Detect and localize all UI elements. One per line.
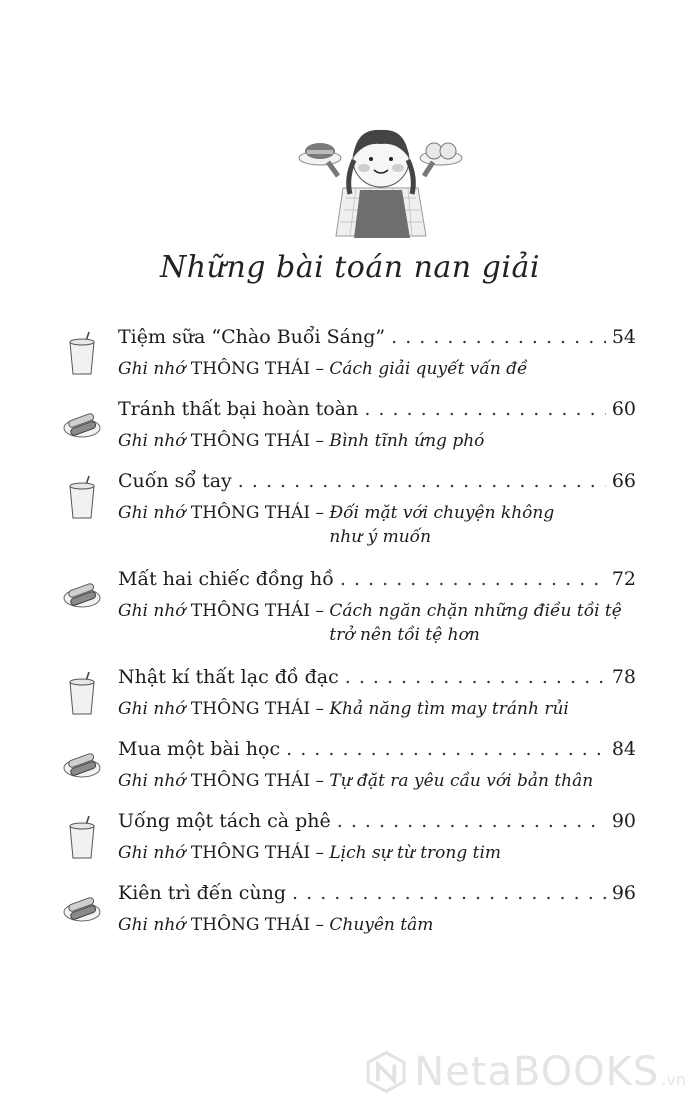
chapter-title: Uống một tách cà phê xyxy=(118,810,331,832)
note-dash: – xyxy=(315,431,324,451)
chapter-note xyxy=(118,429,638,453)
note-prefix: Ghi nhớ xyxy=(118,601,186,621)
page-number: 54 xyxy=(611,326,636,348)
note-brand: THÔNG THÁI xyxy=(190,359,311,379)
toc-entry-line xyxy=(118,470,636,492)
note-prefix: Ghi nhớ xyxy=(118,503,186,523)
note-lesson: Khả năng tìm may tránh rủi xyxy=(329,699,569,719)
note-dash: – xyxy=(315,915,324,935)
chapter-note xyxy=(118,501,638,549)
dot-leader xyxy=(337,810,606,832)
toc-entry-line xyxy=(118,738,636,760)
page-number: 96 xyxy=(611,882,636,904)
page-number: 66 xyxy=(611,470,636,492)
chapter-note xyxy=(118,599,638,647)
note-brand: THÔNG THÁI xyxy=(190,431,311,451)
page-number: 84 xyxy=(611,738,636,760)
chapter-note xyxy=(118,841,638,865)
note-lesson: Cách ngăn chặn những điều tồi tệ trở nên tồi tệ hơn xyxy=(329,601,622,645)
note-dash: – xyxy=(315,601,324,621)
note-dash: – xyxy=(315,359,324,379)
chapter-note xyxy=(118,357,638,381)
chapter-note xyxy=(118,697,638,721)
chapter-title: Mất hai chiếc đồng hồ xyxy=(118,568,334,590)
note-lesson: Đối mặt với chuyện không như ý muốn xyxy=(329,503,555,547)
note-prefix: Ghi nhớ xyxy=(118,699,186,719)
toc-entry-line xyxy=(118,326,636,348)
spring-roll-icon xyxy=(62,402,102,448)
chapter-title: Kiên trì đến cùng xyxy=(118,882,287,904)
dot-leader xyxy=(340,568,606,590)
spring-roll-icon xyxy=(62,572,102,618)
page-number: 60 xyxy=(611,398,636,420)
note-dash: – xyxy=(315,771,324,791)
note-lesson: Chuyên tâm xyxy=(329,915,434,935)
toc-entry-line xyxy=(118,810,636,832)
cup-icon xyxy=(62,670,102,716)
girl-holding-plates-icon xyxy=(298,118,463,243)
page-number: 72 xyxy=(611,568,636,590)
toc-entry-line xyxy=(118,666,636,688)
note-prefix: Ghi nhớ xyxy=(118,359,186,379)
chapter-title: Tiệm sữa “Chào Buổi Sáng” xyxy=(118,326,386,348)
note-lesson: Cách giải quyết vấn đề xyxy=(329,359,528,379)
note-prefix: Ghi nhớ xyxy=(118,915,186,935)
chapter-title: Mua một bài học xyxy=(118,738,281,760)
note-prefix: Ghi nhớ xyxy=(118,843,186,863)
chapter-title: Tránh thất bại hoàn toàn xyxy=(118,398,359,420)
chapter-note xyxy=(118,769,638,793)
toc-entry-line xyxy=(118,882,636,904)
netabooks-logo-icon xyxy=(366,1044,406,1100)
chapter-title: Nhật kí thất lạc đồ đạc xyxy=(118,666,339,688)
note-dash: – xyxy=(315,503,324,523)
note-dash: – xyxy=(315,843,324,863)
note-brand: THÔNG THÁI xyxy=(190,699,311,719)
dot-leader xyxy=(364,398,606,420)
note-lesson: Tự đặt ra yêu cầu với bản thân xyxy=(329,771,594,791)
dot-leader xyxy=(292,882,606,904)
note-brand: THÔNG THÁI xyxy=(190,601,311,621)
watermark xyxy=(366,1044,686,1100)
note-brand: THÔNG THÁI xyxy=(190,843,311,863)
page-number: 78 xyxy=(611,666,636,688)
dot-leader xyxy=(238,470,606,492)
section-title: Những bài toán nan giải xyxy=(160,250,540,285)
toc-entry-line xyxy=(118,398,636,420)
note-brand: THÔNG THÁI xyxy=(190,503,311,523)
note-lesson: Lịch sự từ trong tim xyxy=(329,843,502,863)
toc-entry-line xyxy=(118,568,636,590)
note-lesson: Bình tĩnh ứng phó xyxy=(329,431,485,451)
spring-roll-icon xyxy=(62,742,102,788)
chapter-note xyxy=(118,913,638,937)
cup-icon xyxy=(62,474,102,520)
watermark-suffix: .vn xyxy=(661,1069,686,1089)
note-dash: – xyxy=(315,699,324,719)
chapter-title: Cuốn sổ tay xyxy=(118,470,232,492)
note-brand: THÔNG THÁI xyxy=(190,771,311,791)
note-brand: THÔNG THÁI xyxy=(190,915,311,935)
dot-leader xyxy=(391,326,606,348)
dot-leader xyxy=(286,738,606,760)
spring-roll-icon xyxy=(62,886,102,932)
cup-icon xyxy=(62,330,102,376)
watermark-text: NetaBOOKS xyxy=(414,1049,660,1095)
page-number: 90 xyxy=(611,810,636,832)
note-prefix: Ghi nhớ xyxy=(118,431,186,451)
note-prefix: Ghi nhớ xyxy=(118,771,186,791)
cup-icon xyxy=(62,814,102,860)
dot-leader xyxy=(345,666,606,688)
